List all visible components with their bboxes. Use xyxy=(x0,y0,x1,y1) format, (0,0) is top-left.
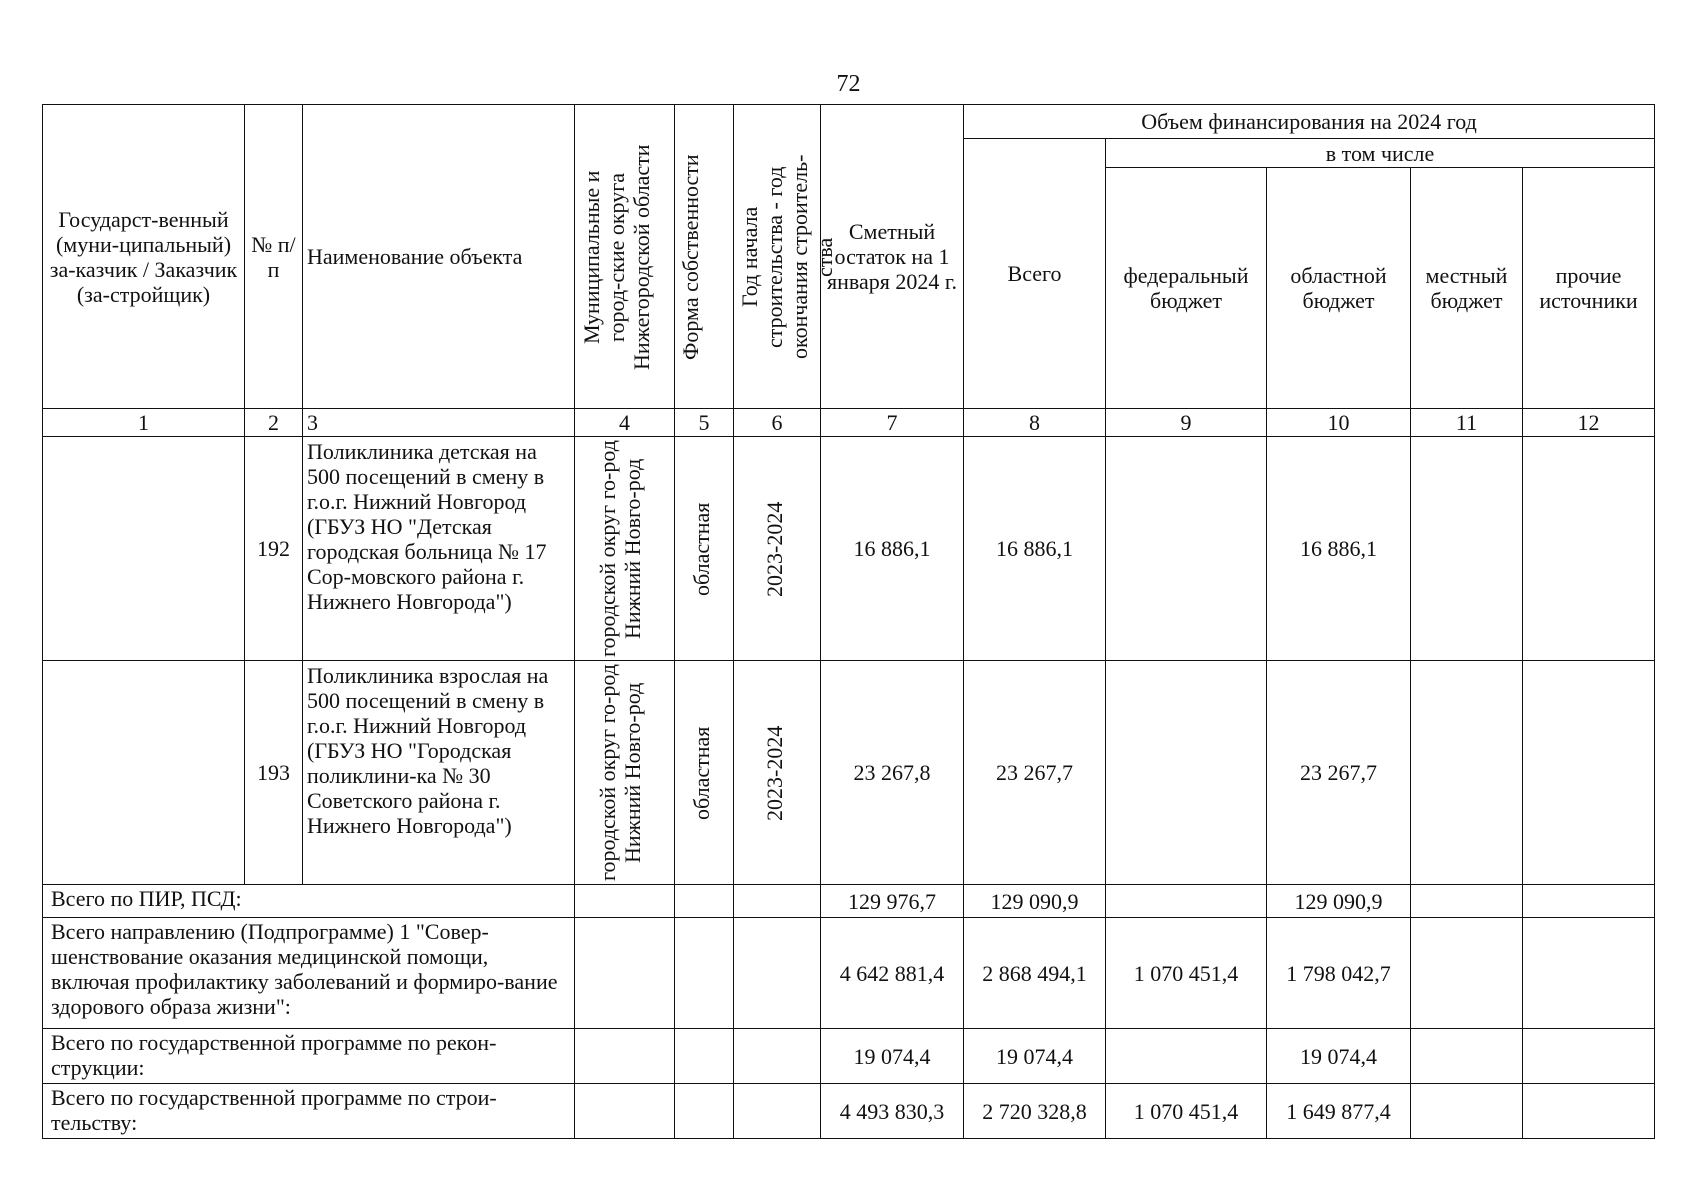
row-number: 192 xyxy=(245,437,303,661)
total-cell: 23 267,7 xyxy=(964,661,1106,885)
column-number: 1 xyxy=(43,409,245,437)
estimate-cell: 19 074,4 xyxy=(821,1029,964,1084)
total-cell: 2 720 328,8 xyxy=(964,1084,1106,1139)
empty-cell xyxy=(675,1029,734,1084)
estimate-cell: 129 976,7 xyxy=(821,885,964,918)
customer-cell xyxy=(43,661,245,885)
empty-cell xyxy=(575,1084,675,1139)
total-label: Всего по государственной программе по рекон-струкции: xyxy=(43,1029,575,1084)
header-years: Год начала строительства - год окончания строитель-ства xyxy=(734,105,821,409)
header-object-name: Наименование объекта xyxy=(303,105,575,409)
header-funding: Объем финансирования на 2024 год xyxy=(964,105,1655,139)
regional-cell: 1 649 877,4 xyxy=(1267,1084,1411,1139)
regional-cell: 129 090,9 xyxy=(1267,885,1411,918)
empty-cell xyxy=(1523,885,1655,918)
table-row xyxy=(43,437,1655,661)
other-cell xyxy=(1523,661,1655,885)
empty-cell xyxy=(575,885,675,918)
local-cell xyxy=(1411,661,1523,885)
empty-cell xyxy=(734,885,821,918)
total-cell: 129 090,9 xyxy=(964,885,1106,918)
years-cell: 2023-2024 xyxy=(734,437,821,661)
header-estimate: Сметный остаток на 1 января 2024 г. xyxy=(821,105,964,409)
empty-cell xyxy=(675,1084,734,1139)
estimate-cell: 23 267,8 xyxy=(821,661,964,885)
object-name: Поликлиника взрослая на 500 посещений в смену в г.о.г. Нижний Новгород (ГБУЗ НО "Городская поликлини-ка № 30 Советского района г. Нижнего Новгорода") xyxy=(303,661,575,885)
page-number: 72 xyxy=(836,71,861,97)
total-cell: 19 074,4 xyxy=(964,1029,1106,1084)
row-number: 193 xyxy=(245,661,303,885)
federal-cell xyxy=(1106,661,1267,885)
header-customer: Государст-венный (муни-ципальный) за-казчик / Заказчик (за-стройщик) xyxy=(43,105,245,409)
total-cell: 2 868 494,1 xyxy=(964,918,1106,1029)
empty-cell xyxy=(575,918,675,1029)
customer-cell xyxy=(43,437,245,661)
header-federal: федеральный бюджет xyxy=(1106,168,1267,409)
empty-cell xyxy=(734,1084,821,1139)
federal-cell: 1 070 451,4 xyxy=(1106,918,1267,1029)
federal-cell xyxy=(1106,885,1267,918)
column-number: 12 xyxy=(1523,409,1655,437)
column-number: 7 xyxy=(821,409,964,437)
empty-cell xyxy=(575,1029,675,1084)
header-regional: областной бюджет xyxy=(1267,168,1411,409)
federal-cell xyxy=(1106,437,1267,661)
empty-cell xyxy=(734,918,821,1029)
estimate-cell: 16 886,1 xyxy=(821,437,964,661)
empty-cell xyxy=(1523,918,1655,1029)
header-total: Всего xyxy=(964,139,1106,409)
estimate-cell: 4 642 881,4 xyxy=(821,918,964,1029)
header-row-1 xyxy=(43,105,1655,139)
header-ownership: Форма собственности xyxy=(675,105,734,409)
ownership-cell: областная xyxy=(675,437,734,661)
total-row xyxy=(43,1084,1655,1139)
total-label: Всего направлению (Подпрограмме) 1 "Совер-шенствование оказания медицинской помощи, включая профилактику заболеваний и формиро-вание здорового образа жизни": xyxy=(43,918,575,1029)
header-local: местный бюджет xyxy=(1411,168,1523,409)
empty-cell xyxy=(1411,918,1523,1029)
column-number: 4 xyxy=(575,409,675,437)
total-label: Всего по ПИР, ПСД: xyxy=(43,885,575,918)
total-row xyxy=(43,1029,1655,1084)
other-cell xyxy=(1523,437,1655,661)
empty-cell xyxy=(1411,885,1523,918)
table-row xyxy=(43,661,1655,885)
municipal-cell: городской округ го-род Нижний Новго-род xyxy=(575,437,675,661)
regional-cell: 19 074,4 xyxy=(1267,1029,1411,1084)
column-number: 6 xyxy=(734,409,821,437)
empty-cell xyxy=(1411,1084,1523,1139)
regional-cell: 1 798 042,7 xyxy=(1267,918,1411,1029)
regional-cell: 16 886,1 xyxy=(1267,437,1411,661)
column-number: 2 xyxy=(245,409,303,437)
empty-cell xyxy=(675,918,734,1029)
header-municipal: Муниципальные и город-ские округа Нижегородской области xyxy=(575,105,675,409)
total-label: Всего по государственной программе по строи-тельству: xyxy=(43,1084,575,1139)
federal-cell: 1 070 451,4 xyxy=(1106,1084,1267,1139)
empty-cell xyxy=(1411,1029,1523,1084)
column-number: 9 xyxy=(1106,409,1267,437)
empty-cell xyxy=(1523,1084,1655,1139)
total-row xyxy=(43,918,1655,1029)
empty-cell xyxy=(734,1029,821,1084)
column-numbers-row xyxy=(43,409,1655,437)
header-num: № п/п xyxy=(245,105,303,409)
federal-cell xyxy=(1106,1029,1267,1084)
column-number: 3 xyxy=(303,409,575,437)
regional-cell: 23 267,7 xyxy=(1267,661,1411,885)
local-cell xyxy=(1411,437,1523,661)
column-number: 10 xyxy=(1267,409,1411,437)
municipal-cell: городской округ го-род Нижний Новго-род xyxy=(575,661,675,885)
empty-cell xyxy=(1523,1029,1655,1084)
empty-cell xyxy=(675,885,734,918)
estimate-cell: 4 493 830,3 xyxy=(821,1084,964,1139)
total-cell: 16 886,1 xyxy=(964,437,1106,661)
column-number: 11 xyxy=(1411,409,1523,437)
header-including: в том числе xyxy=(1106,139,1655,168)
object-name: Поликлиника детская на 500 посещений в смену в г.о.г. Нижний Новгород (ГБУЗ НО "Детская городская больница № 17 Сор-мовского района г. Нижнего Новгорода") xyxy=(303,437,575,661)
column-number: 5 xyxy=(675,409,734,437)
header-other: прочие источники xyxy=(1523,168,1655,409)
years-cell: 2023-2024 xyxy=(734,661,821,885)
column-number: 8 xyxy=(964,409,1106,437)
ownership-cell: областная xyxy=(675,661,734,885)
financing-table xyxy=(42,104,1655,1139)
total-row xyxy=(43,885,1655,918)
